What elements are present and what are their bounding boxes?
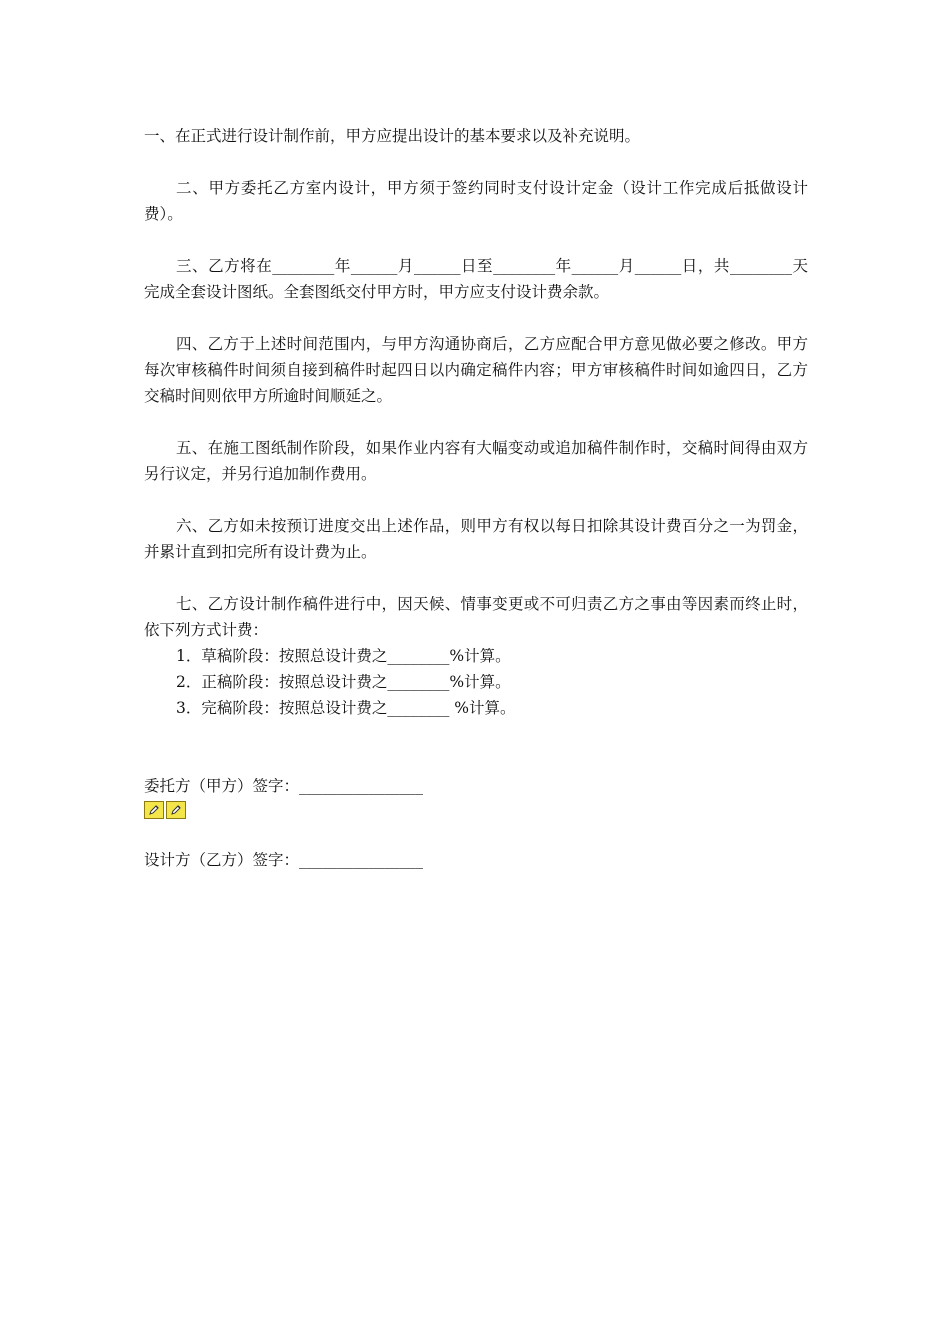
- clause-4: 四、乙方于上述时间范围内，与甲方沟通协商后，乙方应配合甲方意见做必要之修改。甲方每次审核稿件时间须自接到稿件时起四日以内确定稿件内容；甲方审核稿件时间如逾四日，乙方交稿时间则依甲方所逾时间顺延之。: [144, 335, 808, 405]
- clause-6: 六、乙方如未按预订进度交出上述作品，则甲方有权以每日扣除其设计费百分之一为罚金，并累计直到扣完所有设计费为止。: [144, 517, 808, 561]
- client-signature-line: 委托方（甲方）签字：________________: [144, 777, 424, 795]
- spacer: [144, 305, 808, 331]
- pencil-stamp-icon: [166, 801, 186, 819]
- spacer: [144, 487, 808, 513]
- fee-item-final-draft: 2．正稿阶段：按照总设计费之________%计算。: [176, 673, 511, 691]
- spacer: [144, 227, 808, 253]
- clause-2: 二、甲方委托乙方室内设计，甲方须于签约同时支付设计定金（设计工作完成后抵做设计费）。: [144, 179, 808, 223]
- fee-item-draft: 1．草稿阶段：按照总设计费之________%计算。: [176, 647, 511, 665]
- clause-7: 七、乙方设计制作稿件进行中，因天候、情事变更或不可归责乙方之事由等因素而终止时，依下列方式计费：: [144, 595, 808, 639]
- contract-page: [144, 123, 808, 873]
- clause-5: 五、在施工图纸制作阶段，如果作业内容有大幅变动或追加稿件制作时，交稿时间得由双方另行议定，并另行追加制作费用。: [144, 439, 808, 483]
- designer-signature-line: 设计方（乙方）签字：________________: [144, 851, 424, 869]
- clause-1: 一、在正式进行设计制作前，甲方应提出设计的基本要求以及补充说明。: [144, 127, 641, 145]
- spacer: [144, 565, 808, 591]
- stamp-group: [144, 801, 808, 821]
- spacer: [144, 747, 808, 773]
- fee-item-completed: 3．完稿阶段：按照总设计费之________ %计算。: [176, 699, 516, 717]
- spacer: [144, 821, 808, 847]
- spacer: [144, 409, 808, 435]
- pencil-stamp-icon: [144, 801, 164, 819]
- clause-3: 三、乙方将在________年______月______日至________年______月______日，共________天完成全套设计图纸。全套图纸交付甲方时，甲方应支付设计费余款。: [144, 257, 808, 301]
- spacer: [144, 721, 808, 747]
- spacer: [144, 149, 808, 175]
